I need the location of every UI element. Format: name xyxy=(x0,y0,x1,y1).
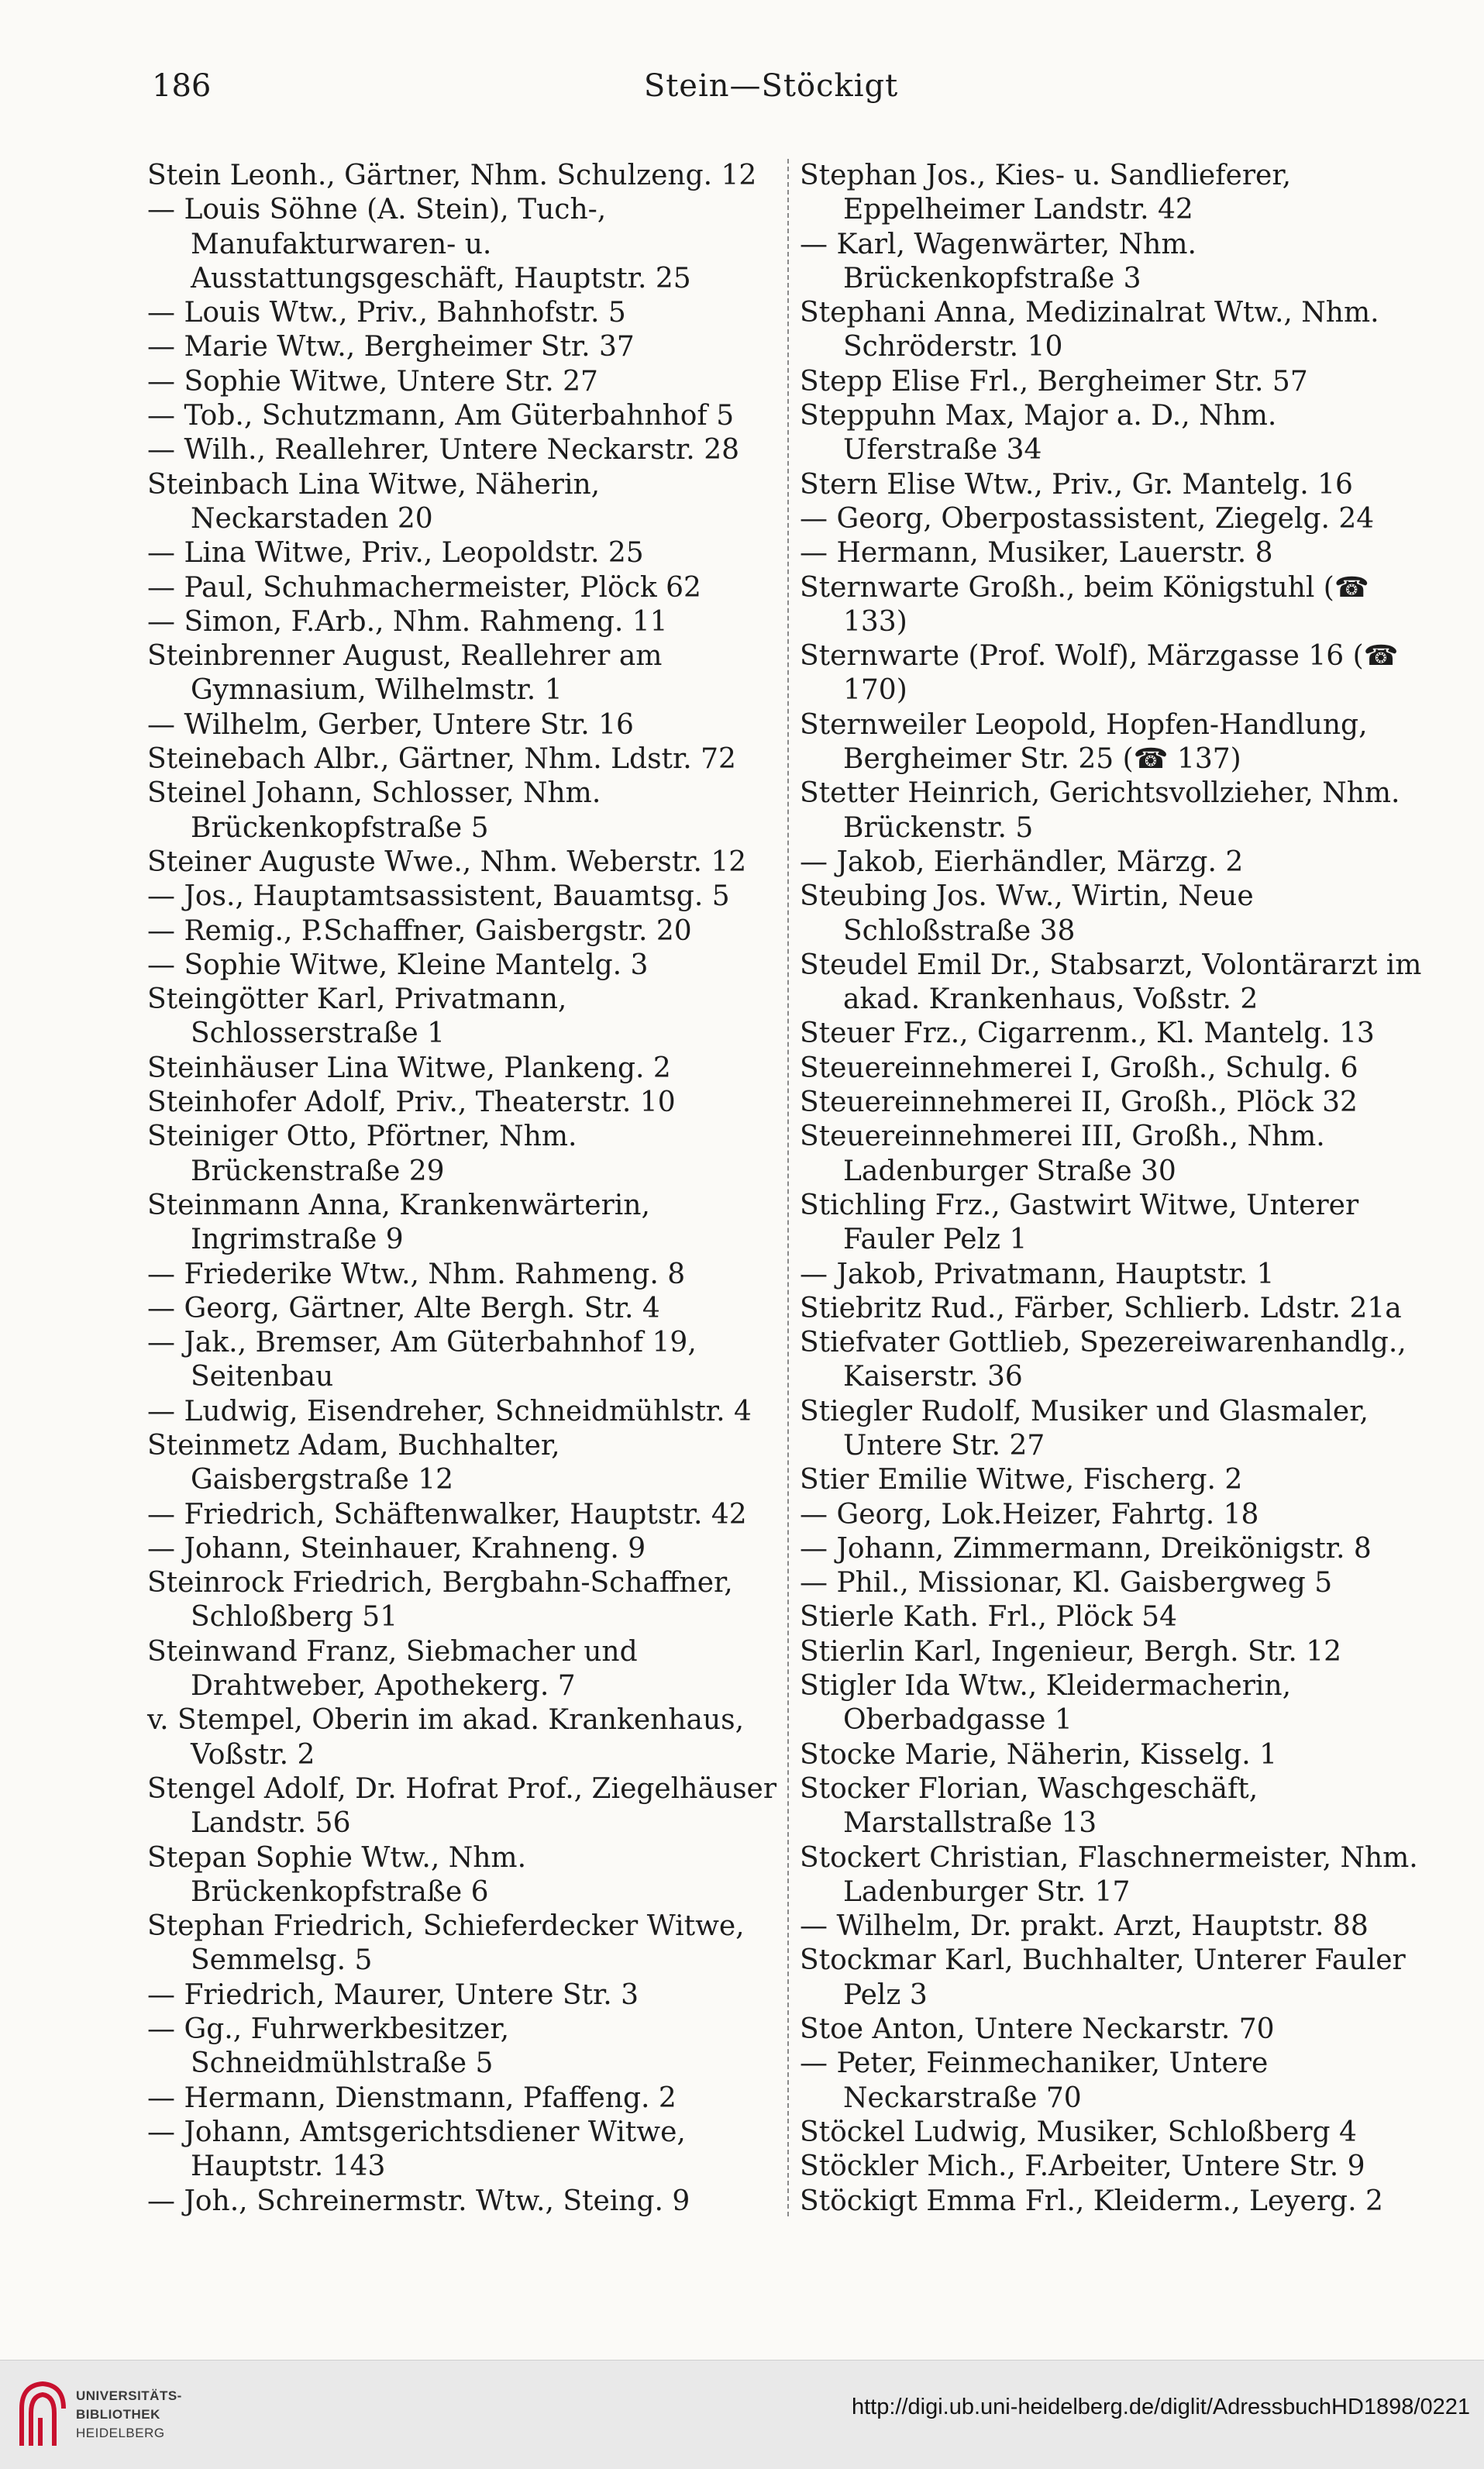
directory-entry: Stetter Heinrich, Gerichtsvollzieher, Nhm. Brückenstr. 5 xyxy=(800,777,1400,844)
directory-entry: — Wilhelm, Dr. prakt. Arzt, Hauptstr. 88 xyxy=(800,1910,1369,1943)
column-divider xyxy=(787,159,789,2216)
directory-entry: Stepan Sophie Wtw., Nhm. Brückenkopfstraße 6 xyxy=(147,1841,527,1908)
directory-entry: Steinmann Anna, Krankenwärterin, Ingrimstraße 9 xyxy=(147,1189,650,1256)
directory-entry: Stöckigt Emma Frl., Kleiderm., Leyerg. 2 xyxy=(800,2185,1383,2217)
directory-entry: — Friedrich, Maurer, Untere Str. 3 xyxy=(147,1978,639,2011)
directory-entry: — Tob., Schutzmann, Am Güterbahnhof 5 xyxy=(147,400,735,432)
directory-entry: Steuer Frz., Cigarrenm., Kl. Mantelg. 13 xyxy=(800,1018,1375,1050)
directory-entry: Stier Emilie Witwe, Fischerg. 2 xyxy=(800,1464,1243,1496)
directory-entry: Stepp Elise Frl., Bergheimer Str. 57 xyxy=(800,365,1308,398)
directory-entry: Stigler Ida Wtw., Kleidermacherin, Oberbadgasse 1 xyxy=(800,1670,1292,1737)
directory-entry: Stockmar Karl, Buchhalter, Unterer Fauler Pelz 3 xyxy=(800,1944,1406,2011)
directory-entry: Steinebach Albr., Gärtner, Nhm. Ldstr. 72 xyxy=(147,743,736,776)
directory-entry: Stiefvater Gottlieb, Spezereiwarenhandlg., Kaiserstr. 36 xyxy=(800,1327,1407,1393)
directory-entry: — Marie Wtw., Bergheimer Str. 37 xyxy=(147,331,635,363)
directory-entry: — Karl, Wagenwärter, Nhm. Brückenkopfstraße 3 xyxy=(800,228,1196,294)
viewer-footer xyxy=(0,2360,1484,2469)
directory-entry: Stöckel Ludwig, Musiker, Schloßberg 4 xyxy=(800,2116,1357,2148)
directory-entry: Steinbach Lina Witwe, Näherin, Neckarstaden 20 xyxy=(147,468,601,535)
directory-entry: Steudel Emil Dr., Stabsarzt, Volontärarzt im akad. Krankenhaus, Voßstr. 2 xyxy=(800,949,1422,1016)
source-url-link[interactable]: http://digi.ub.uni-heidelberg.de/diglit/AdressbuchHD1898/0221 xyxy=(851,2395,1470,2419)
directory-entry: Steuereinnehmerei III, Großh., Nhm. Ladenburger Straße 30 xyxy=(800,1121,1325,1187)
directory-entry: Steinmetz Adam, Buchhalter, Gaisbergstraße 12 xyxy=(147,1429,560,1496)
directory-entry: Steinhäuser Lina Witwe, Plankeng. 2 xyxy=(147,1052,671,1084)
directory-entry: Steinel Johann, Schlosser, Nhm. Brückenkopfstraße 5 xyxy=(147,777,601,844)
directory-entry: — Friedrich, Schäftenwalker, Hauptstr. 42 xyxy=(147,1498,747,1531)
directory-entry: — Georg, Lok.Heizer, Fahrtg. 18 xyxy=(800,1498,1259,1531)
directory-entry: Stöckler Mich., F.Arbeiter, Untere Str. 9 xyxy=(800,2150,1365,2183)
directory-entry: Stichling Frz., Gastwirt Witwe, Unterer Fauler Pelz 1 xyxy=(800,1189,1359,1256)
directory-entry: Stoe Anton, Untere Neckarstr. 70 xyxy=(800,2013,1275,2046)
directory-entry: — Hermann, Dienstmann, Pfaffeng. 2 xyxy=(147,2082,677,2114)
directory-entry: Stengel Adolf, Dr. Hofrat Prof., Ziegelhäuser Landstr. 56 xyxy=(147,1772,777,1840)
library-logo-text: UNIVERSITÄTS- BIBLIOTHEK HEIDELBERG xyxy=(76,2388,182,2440)
directory-entry: — Wilh., Reallehrer, Untere Neckarstr. 28 xyxy=(147,434,739,467)
directory-entry: — Joh., Schreinermstr. Wtw., Steing. 9 xyxy=(147,2185,690,2217)
directory-entry: Steingötter Karl, Privatmann, Schlosserstraße 1 xyxy=(147,983,567,1050)
library-logo[interactable] xyxy=(15,2378,201,2452)
directory-entry: — Jakob, Privatmann, Hauptstr. 1 xyxy=(800,1258,1275,1290)
directory-entry: — Peter, Feinmechaniker, Untere Neckarstraße 70 xyxy=(800,2047,1269,2114)
directory-entry: Steuereinnehmerei II, Großh., Plöck 32 xyxy=(800,1086,1358,1119)
directory-entry: — Johann, Amtsgerichtsdiener Witwe, Hauptstr. 143 xyxy=(147,2116,686,2183)
directory-entry: — Remig., P.Schaffner, Gaisbergstr. 20 xyxy=(147,914,692,947)
directory-entry: — Jakob, Eierhändler, Märzg. 2 xyxy=(800,845,1244,878)
directory-entry: — Lina Witwe, Priv., Leopoldstr. 25 xyxy=(147,537,644,570)
directory-entry: Steiniger Otto, Pförtner, Nhm. Brückenstraße 29 xyxy=(147,1121,577,1187)
directory-entry: Steinrock Friedrich, Bergbahn-Schaffner, Schloßberg 51 xyxy=(147,1567,733,1634)
directory-entry: Steiner Auguste Wwe., Nhm. Weberstr. 12 xyxy=(147,845,747,878)
directory-entry: — Johann, Steinhauer, Krahneng. 9 xyxy=(147,1532,646,1565)
directory-entry: Stierle Kath. Frl., Plöck 54 xyxy=(800,1601,1177,1634)
directory-entry: — Paul, Schuhmachermeister, Plöck 62 xyxy=(147,571,701,604)
directory-entry: — Ludwig, Eisendreher, Schneidmühlstr. 4 xyxy=(147,1395,752,1427)
directory-entry: Stein Leonh., Gärtner, Nhm. Schulzeng. 12 xyxy=(147,160,757,191)
directory-entry: — Sophie Witwe, Kleine Mantelg. 3 xyxy=(147,949,649,981)
directory-entry: — Jos., Hauptamtsassistent, Bauamtsg. 5 xyxy=(147,880,730,913)
directory-entry: Stephani Anna, Medizinalrat Wtw., Nhm. Schröderstr. 10 xyxy=(800,297,1379,363)
directory-entry: Stockert Christian, Flaschnermeister, Nhm. Ladenburger Str. 17 xyxy=(800,1841,1418,1908)
right-column xyxy=(800,159,1435,2219)
directory-entry: Sternwarte (Prof. Wolf), Märzgasse 16 (☎ 170) xyxy=(800,640,1399,707)
directory-entry: — Gg., Fuhrwerkbesitzer, Schneidmühlstraße 5 xyxy=(147,2013,510,2080)
directory-entry: Stephan Friedrich, Schieferdecker Witwe, Semmelsg. 5 xyxy=(147,1910,745,1977)
directory-entry: Stephan Jos., Kies- u. Sandlieferer, Eppelheimer Landstr. 42 xyxy=(800,160,1292,226)
directory-entry: Stierlin Karl, Ingenieur, Bergh. Str. 12 xyxy=(800,1635,1342,1668)
directory-entry: — Wilhelm, Gerber, Untere Str. 16 xyxy=(147,708,634,741)
directory-entry: v. Stempel, Oberin im akad. Krankenhaus, Voßstr. 2 xyxy=(147,1704,745,1771)
directory-entry: — Louis Söhne (A. Stein), Tuch-, Manufakturwaren- u. Ausstattungsgeschäft, Hauptstr. 25 xyxy=(147,194,691,294)
directory-entry: Stocker Florian, Waschgeschäft, Marstallstraße 13 xyxy=(800,1772,1258,1840)
directory-entry: — Jak., Bremser, Am Güterbahnhof 19, Seitenbau xyxy=(147,1327,697,1393)
directory-entry: — Georg, Gärtner, Alte Bergh. Str. 4 xyxy=(147,1292,660,1324)
directory-entry: — Simon, F.Arb., Nhm. Rahmeng. 11 xyxy=(147,605,668,638)
directory-entry: Steinwand Franz, Siebmacher und Drahtweber, Apothekerg. 7 xyxy=(147,1635,638,1703)
page-header xyxy=(152,68,1390,115)
directory-entry: Steinhofer Adolf, Priv., Theaterstr. 10 xyxy=(147,1086,676,1119)
directory-entry: — Hermann, Musiker, Lauerstr. 8 xyxy=(800,537,1273,570)
directory-entry: Stiegler Rudolf, Musiker und Glasmaler, Untere Str. 27 xyxy=(800,1395,1369,1462)
directory-entry: Steppuhn Max, Major a. D., Nhm. Uferstraße 34 xyxy=(800,400,1277,467)
left-column xyxy=(147,159,783,2219)
directory-entry: — Louis Wtw., Priv., Bahnhofstr. 5 xyxy=(147,297,626,329)
directory-entry: — Phil., Missionar, Kl. Gaisbergweg 5 xyxy=(800,1567,1333,1600)
directory-entry: Sternwarte Großh., beim Königstuhl (☎ 133) xyxy=(800,571,1369,638)
directory-entry: — Johann, Zimmermann, Dreikönigstr. 8 xyxy=(800,1532,1372,1565)
directory-entry: Steubing Jos. Ww., Wirtin, Neue Schloßstraße 38 xyxy=(800,880,1254,947)
directory-entry: Steinbrenner August, Reallehrer am Gymnasium, Wilhelmstr. 1 xyxy=(147,640,663,707)
directory-entry: Stern Elise Wtw., Priv., Gr. Mantelg. 16 xyxy=(800,468,1353,501)
directory-entry: Stiebritz Rud., Färber, Schlierb. Ldstr. 21a xyxy=(800,1292,1402,1324)
library-logo-icon xyxy=(15,2378,70,2452)
page-number: 186 xyxy=(152,68,212,104)
directory-entry: — Sophie Witwe, Untere Str. 27 xyxy=(147,365,598,398)
directory-entry: — Friederike Wtw., Nhm. Rahmeng. 8 xyxy=(147,1258,686,1290)
directory-entry: Sternweiler Leopold, Hopfen-Handlung, Bergheimer Str. 25 (☎ 137) xyxy=(800,708,1368,776)
directory-entry: Steuereinnehmerei I, Großh., Schulg. 6 xyxy=(800,1052,1358,1084)
running-head: Stein—Stöckigt xyxy=(643,68,899,104)
directory-entry: — Georg, Oberpostassistent, Ziegelg. 24 xyxy=(800,502,1375,535)
directory-entry: Stocke Marie, Näherin, Kisselg. 1 xyxy=(800,1738,1278,1771)
